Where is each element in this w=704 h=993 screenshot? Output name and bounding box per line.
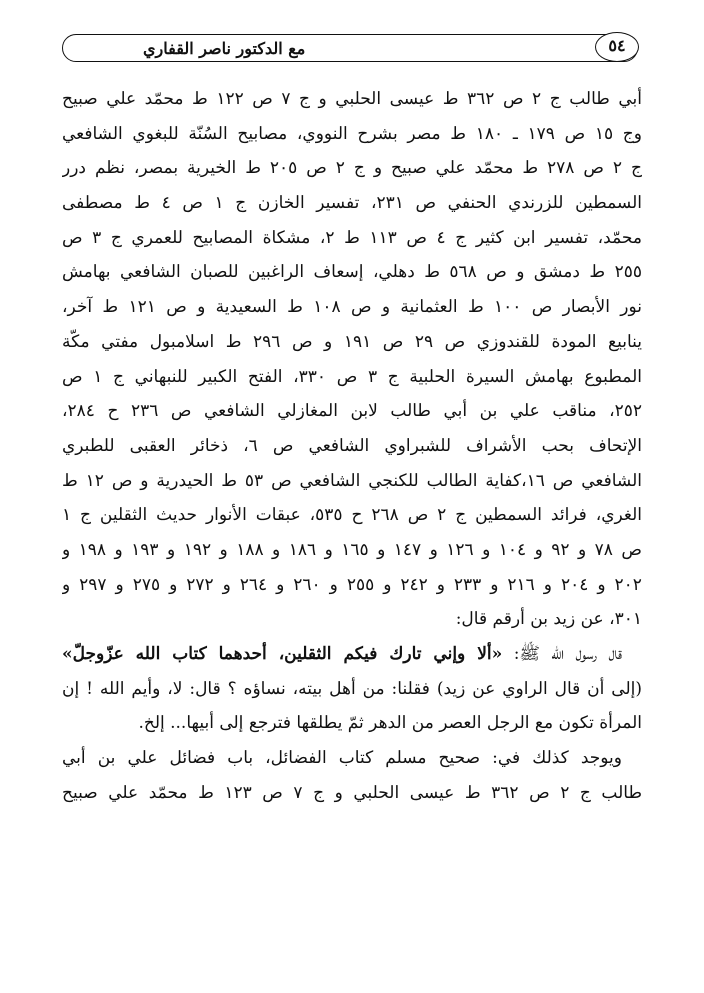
text-line: ٢٥٥ ط دمشق و ص ٥٦٨ ط دهلي، إسعاف الراغبين للصبان الشافعي بهامش	[62, 262, 642, 283]
text-line: المطبوع بهامش السيرة الحلبية ج ٣ ص ٣٣٠، الفتح الكبير للنبهاني ج ١ ص	[62, 366, 642, 387]
quote-line	[62, 637, 642, 672]
text-line: ٢٥٢، مناقب علي بن أبي طالب لابن المغازلي الشافعي ص ٢٣٦ ح ٢٨٤،	[62, 401, 642, 422]
page-header	[62, 34, 638, 62]
text-line: ٣٠١، عن زيد بن أرقم قال:	[455, 609, 642, 630]
text-line: ينابيع المودة للقندوزي ص ٢٩ ص ١٩١ و ص ٢٩٦ ط اسلامبول مفتي مكّة	[62, 331, 642, 352]
text-line: وج ١٥ ص ١٧٩ ـ ١٨٠ ط مصر بشرح النووي، مصابيح السُنّة للبغوي الشافعي	[62, 123, 642, 144]
text-line: المرأة تكون مع الرجل العصر من الدهر ثمّ يطلقها فترجع إلى أبيها... إلخ.	[138, 713, 642, 734]
text-line: أبي طالب ج ٢ ص ٣٦٢ ط عيسى الحلبي و ج ٧ ص ١٢٢ ط محمّد علي صبيح	[62, 89, 642, 109]
header-title: مع الدكتور ناصر القفاري	[143, 39, 306, 58]
text-line: (إلى أن قال الراوي عن زيد) فقلنا: من أهل بيته، نساؤه ؟ قال: لا، وأيم الله ! إن	[62, 678, 642, 699]
text-line: ٢٠٢ و ٢٠٤ و ٢١٦ و ٢٣٣ و ٢٤٢ و ٢٥٥ و ٢٦٠ و ٢٦٤ و ٢٧٢ و ٢٧٥ و ٢٩٧ و	[62, 574, 642, 595]
page-number: ٥٤	[595, 32, 639, 62]
text-line: طالب ج ٢ ص ٣٦٢ ط عيسى الحلبي و ج ٧ ص ١٢٣ ط محمّد علي صبيح	[62, 782, 642, 803]
text-line: الإتحاف بحب الأشراف للشبراوي الشافعي ص ٦، ذخائر العقبى للطبري	[62, 435, 642, 456]
text-line: محمّد، تفسير ابن كثير ج ٤ ص ١١٣ ط ٢، مشكاة المصابيح للعمري ج ٣ ص	[62, 227, 642, 248]
hadith-quote: «ألا وإني تارك فيكم الثقلين، أحدهما كتاب الله عزّوجلّ»	[62, 644, 503, 664]
quote-intro: قال رسول الله ﷺ:	[513, 644, 622, 664]
text-line: السمطين للزرندي الحنفي ص ٢٣١، تفسير الخازن ج ١ ص ٤ ط مصطفى	[62, 193, 642, 214]
text-line: ويوجد كذلك في: صحيح مسلم كتاب الفضائل، باب فضائل علي بن أبي	[62, 748, 622, 769]
page-body	[62, 82, 642, 810]
text-line: ج ٢ ص ٢٧٨ ط محمّد علي صبيح و ج ٢ ص ٢٠٥ ط الخيرية بمصر، نظم درر	[62, 158, 642, 179]
text-line: الغري، فرائد السمطين ج ٢ ص ٢٦٨ ح ٥٣٥، عبقات الأنوار حديث الثقلين ج ١	[62, 505, 642, 526]
text-line: نور الأبصار ص ١٠٠ ط العثمانية و ص ١٠٨ ط السعيدية و ص ١٢١ ط آخر،	[62, 297, 642, 318]
text-line: ص ٧٨ و ٩٢ و ١٠٤ و ١٢٦ و ١٤٧ و ١٦٥ و ١٨٦ و ١٨٨ و ١٩٢ و ١٩٣ و ١٩٨ و	[62, 539, 642, 560]
text-line: الشافعي ص ١٦،كفاية الطالب للكنجي الشافعي ص ٥٣ ط الحيدرية و ص ١٢ ط	[62, 470, 642, 491]
